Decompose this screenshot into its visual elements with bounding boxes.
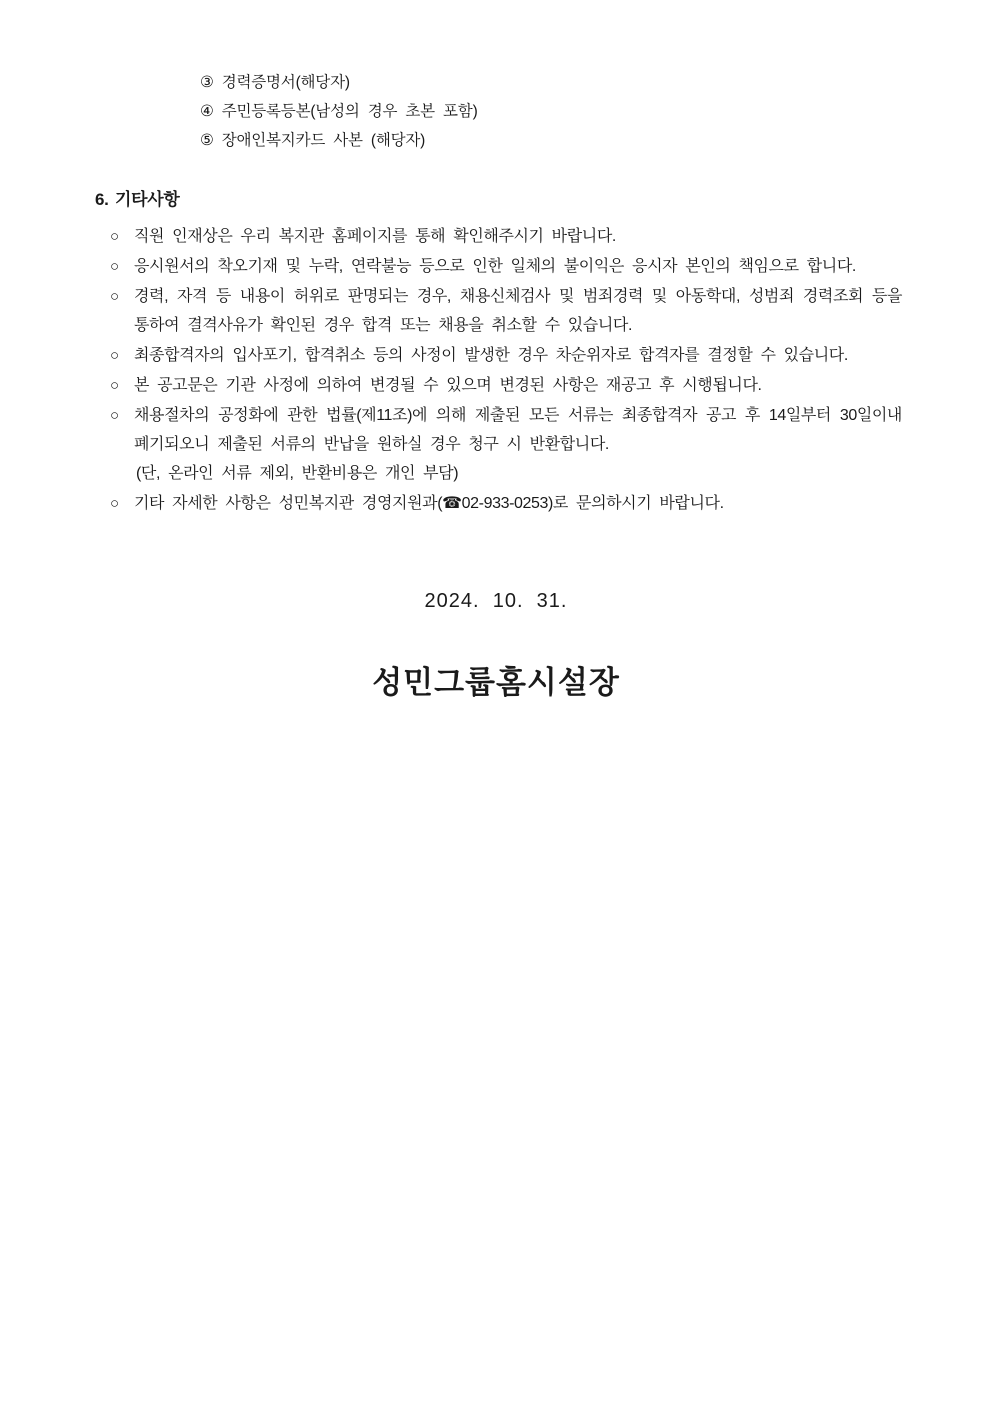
bullet-note: (단, 온라인 서류 제외, 반환비용은 개인 부담) (136, 465, 459, 482)
attachment-marker: ⑤ (200, 132, 214, 149)
circle-bullet-icon: ○ (110, 347, 119, 364)
circle-bullet-icon: ○ (110, 407, 119, 424)
bullet-item (110, 222, 902, 251)
attachment-text: 주민등록등본(남성의 경우 초본 포함) (221, 103, 478, 120)
circle-bullet-icon: ○ (110, 495, 119, 512)
bullet-text: 경력, 자격 등 내용이 허위로 판명되는 경우, 채용신체검사 및 범죄경력 및 아동학대, 성범죄 경력조회 등을 통하여 결격사유가 확인된 경우 합격 또는 채용을 취소할 수 있습니다. (134, 288, 902, 334)
document-date: 2024. 10. 31. (424, 590, 568, 612)
attachment-item (200, 97, 992, 126)
bullet-item (110, 341, 902, 370)
bullet-item (110, 489, 902, 518)
attachment-text: 장애인복지카드 사본 (해당자) (221, 132, 426, 149)
bullet-text: 직원 인재상은 우리 복지관 홈페이지를 통해 확인해주시기 바랍니다. (134, 228, 616, 245)
bullet-item (110, 282, 902, 340)
attachment-item (200, 68, 992, 97)
bullet-item (110, 371, 902, 400)
attachment-list (200, 68, 992, 155)
bullet-item (110, 252, 902, 281)
bullet-text: 채용절차의 공정화에 관한 법률(제11조)에 의해 제출된 모든 서류는 최종합격자 공고 후 14일부터 30일이내 폐기되오니 제출된 서류의 반납을 원하실 경우 청구 시 반환합니다. (134, 407, 902, 453)
attachment-marker: ④ (200, 103, 214, 120)
bullet-text: 기타 자세한 사항은 성민복지관 경영지원과(☎02-933-0253)로 문의하시기 바랍니다. (134, 495, 724, 512)
circle-bullet-icon: ○ (110, 258, 119, 275)
bullet-item (110, 401, 902, 488)
bullet-text: 최종합격자의 입사포기, 합격취소 등의 사정이 발생한 경우 차순위자로 합격자를 결정할 수 있습니다. (134, 347, 848, 364)
bullet-list (110, 222, 902, 518)
bullet-text: 본 공고문은 기관 사정에 의하여 변경될 수 있으며 변경된 사항은 재공고 후 시행됩니다. (134, 377, 762, 394)
circle-bullet-icon: ○ (110, 377, 119, 394)
bullet-text: 응시원서의 착오기재 및 누락, 연락불능 등으로 인한 일체의 불이익은 응시자 본인의 책임으로 합니다. (134, 258, 856, 275)
attachment-item (200, 126, 992, 155)
circle-bullet-icon: ○ (110, 288, 119, 305)
attachment-text: 경력증명서(해당자) (221, 74, 350, 91)
attachment-marker: ③ (200, 74, 214, 91)
section-heading: 6. 기타사항 (95, 190, 180, 209)
circle-bullet-icon: ○ (110, 228, 119, 245)
signature-title: 성민그룹홈시설장 (372, 665, 620, 700)
